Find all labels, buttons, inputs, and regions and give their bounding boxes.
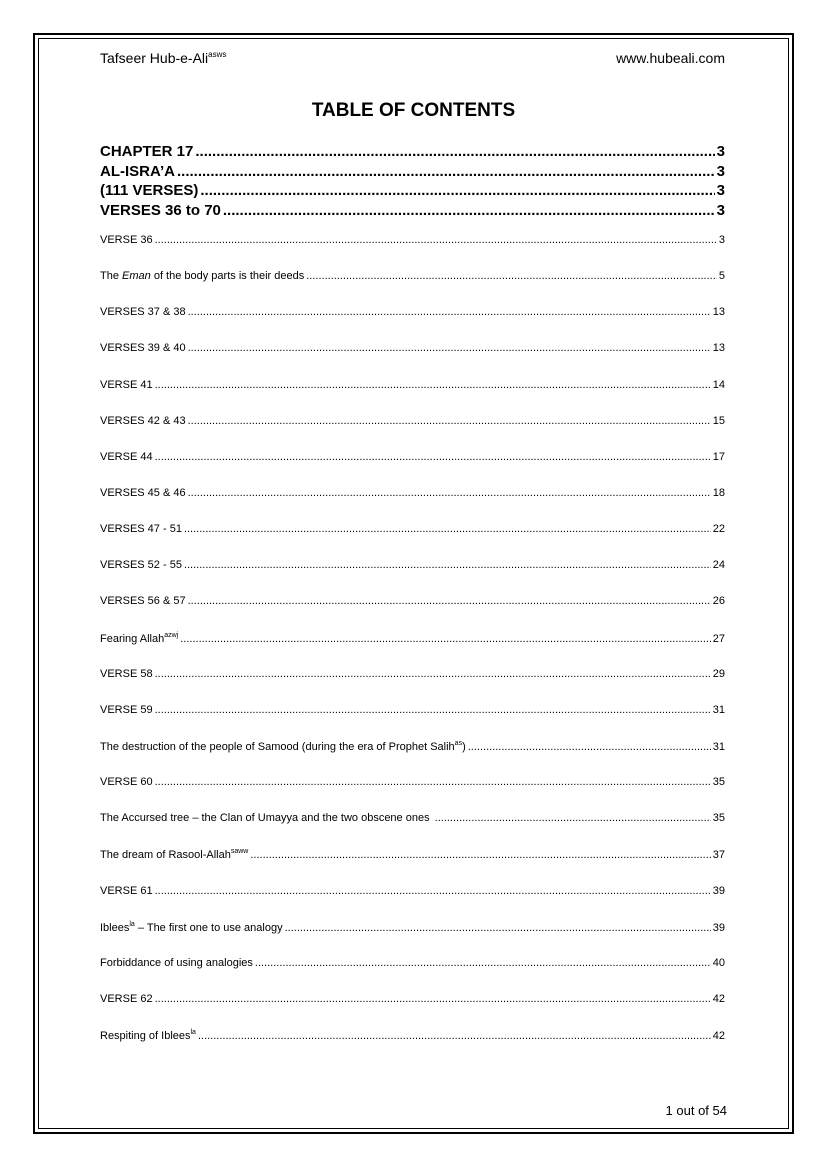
toc-entry-label <box>100 776 153 788</box>
toc-entry-label <box>100 559 182 571</box>
toc-entry-row[interactable] <box>100 704 725 740</box>
toc-entry-row[interactable] <box>100 848 725 884</box>
toc-entry-label <box>100 379 153 391</box>
toc-entry-label <box>100 487 186 499</box>
toc-entry-honorific: as <box>454 739 463 747</box>
toc-main-label: (111 VERSES) <box>100 182 199 199</box>
toc-entry-label <box>100 885 153 897</box>
page-number-footer: 1 out of 54 <box>665 1103 727 1118</box>
toc-main-page: 3 <box>716 143 725 160</box>
toc-entry-page: 42 <box>712 992 725 1005</box>
toc-entry-row[interactable] <box>100 523 725 559</box>
toc-entry-row[interactable] <box>100 342 725 378</box>
toc-main-label: AL-ISRA’A <box>100 162 175 180</box>
toc-entry-label <box>100 668 153 680</box>
toc-entry-row[interactable] <box>100 921 725 957</box>
toc-main-page: 3 <box>716 182 725 199</box>
toc-entry-text: VERSES 56 & 57 <box>100 595 186 608</box>
toc-entry-honorific: la <box>129 920 135 928</box>
toc-leader-dots <box>155 234 717 246</box>
toc-entry-row[interactable] <box>100 595 725 631</box>
toc-entry-page: 27 <box>712 632 725 645</box>
toc-leader-dots <box>198 1030 711 1042</box>
toc-entry-text: VERSE 36 <box>100 234 153 246</box>
toc-leader-dots <box>155 451 711 463</box>
toc-entry-text: VERSES 52 - 55 <box>100 559 182 572</box>
toc-entry-row[interactable] <box>100 306 725 342</box>
toc-main-row[interactable] <box>100 163 725 183</box>
toc-leader-dots <box>195 143 714 160</box>
toc-leader-dots <box>468 741 711 753</box>
toc-entry-row[interactable] <box>100 415 725 451</box>
toc-entry-page: 24 <box>712 559 725 572</box>
toc-entry-row[interactable] <box>100 885 725 921</box>
toc-entry-row[interactable] <box>100 632 725 668</box>
page-title: TABLE OF CONTENTS <box>311 100 516 121</box>
toc-entry-page: 22 <box>712 523 725 536</box>
toc-entry-page: 14 <box>712 378 725 391</box>
toc-entry-text: Fearing Allah <box>100 632 165 645</box>
header-book-title-text: Tafseer Hub-e-Ali <box>100 50 209 66</box>
toc-entry-text: Iblees <box>100 921 130 934</box>
toc-leader-dots <box>184 523 711 535</box>
toc-leader-dots <box>285 922 711 934</box>
toc-entry-text: Forbiddance of using analogies <box>100 956 253 969</box>
toc-entry-label <box>100 306 186 318</box>
toc-entry-page: 5 <box>718 270 725 283</box>
toc-leader-dots <box>306 270 717 282</box>
toc-entry-text: VERSE 58 <box>100 667 153 680</box>
toc-leader-dots <box>155 776 711 788</box>
toc-entry-text: VERSES 39 & 40 <box>100 342 186 355</box>
toc-leader-dots <box>188 487 711 499</box>
toc-entry-text: VERSE 61 <box>100 884 153 897</box>
toc-entry-text: The dream of Rasool-Allah <box>100 849 231 862</box>
toc-entry-text: The destruction of the people of Samood (during the era of Prophet Salih <box>100 740 455 753</box>
toc-leader-dots <box>435 812 711 824</box>
toc-entry-page: 35 <box>712 776 725 789</box>
toc-main-label: VERSES 36 to 70 <box>100 201 221 219</box>
toc-leader-dots <box>155 885 711 897</box>
toc-entry-label <box>100 848 248 861</box>
toc-entry-text: The Accursed tree – the Clan of Umayya and the two obscene ones <box>100 812 430 825</box>
toc-entry-text: VERSES 42 & 43 <box>100 414 186 427</box>
toc-entry-label <box>100 993 153 1005</box>
toc-entry-label <box>100 415 186 427</box>
toc-leader-dots <box>223 202 715 219</box>
toc-entry-text-cont: of the body parts is their deeds <box>150 270 305 283</box>
toc-entry-row[interactable] <box>100 487 725 523</box>
toc-entry-text: VERSE 44 <box>100 450 153 463</box>
toc-leader-dots <box>155 668 711 680</box>
toc-entry-text: VERSE 59 <box>100 703 153 716</box>
toc-entry-row[interactable] <box>100 812 725 848</box>
toc-entry-page: 40 <box>712 956 725 969</box>
toc-main-label: CHAPTER 17 <box>100 143 194 160</box>
toc-entry-label <box>100 957 253 969</box>
toc-entry-label <box>100 523 182 535</box>
toc-entry-page: 17 <box>712 450 725 463</box>
toc-entry-row[interactable] <box>100 234 725 270</box>
toc-leader-dots <box>155 379 711 391</box>
toc-leader-dots <box>188 595 711 607</box>
toc-entry-row[interactable] <box>100 957 725 993</box>
toc-entry-page: 13 <box>712 306 725 319</box>
toc-entry-text: VERSES 47 - 51 <box>100 523 182 536</box>
toc-entry-label <box>100 342 186 354</box>
toc-entry-page: 31 <box>712 740 725 753</box>
toc-leader-dots <box>188 342 711 354</box>
toc-entry-label <box>100 595 186 607</box>
toc-entry-text-tail: ) <box>462 740 466 753</box>
toc-entry-honorific: la <box>190 1029 196 1037</box>
toc-entry-row[interactable] <box>100 270 725 306</box>
toc-entry-text: VERSE 60 <box>100 776 153 789</box>
toc-leader-dots <box>180 633 711 645</box>
toc-entry-row[interactable] <box>100 668 725 704</box>
toc-entry-label <box>100 632 178 645</box>
toc-entry-row[interactable] <box>100 379 725 415</box>
toc-entry-text: Respiting of Iblees <box>100 1030 191 1043</box>
toc-entry-label <box>100 921 283 934</box>
toc-leader-dots <box>155 993 711 1005</box>
header-book-title <box>100 50 226 66</box>
toc-entry-row[interactable] <box>100 740 725 776</box>
toc-leader-dots <box>188 415 711 427</box>
toc-entry-emphasis: Eman <box>122 270 151 283</box>
toc-entry-label <box>100 812 433 824</box>
toc-entry-label <box>100 234 153 246</box>
toc-entry-page: 37 <box>712 849 725 862</box>
toc-entry-page: 18 <box>712 486 725 499</box>
header-website[interactable]: www.hubeali.com <box>616 50 725 66</box>
toc-leader-dots <box>188 306 711 318</box>
toc-entry-page: 39 <box>712 884 725 897</box>
toc-leader-dots <box>177 163 715 180</box>
toc-entry-page: 42 <box>712 1030 725 1043</box>
toc-entry-honorific: azwj <box>164 631 179 639</box>
toc-main-page: 3 <box>716 201 725 219</box>
toc-entry-text: VERSES 37 & 38 <box>100 306 186 319</box>
toc-main-entries <box>100 143 725 221</box>
toc-entry-page: 15 <box>712 414 725 427</box>
header-book-title-sup: asws <box>208 50 227 59</box>
toc-entry-page: 26 <box>712 595 725 608</box>
toc-entry-row[interactable] <box>100 776 725 812</box>
toc-leader-dots <box>250 849 710 861</box>
toc-entry-page: 35 <box>712 812 725 825</box>
toc-leader-dots <box>255 957 711 969</box>
toc-entry-text-tail <box>430 812 433 824</box>
toc-entry-text: VERSES 45 & 46 <box>100 486 186 499</box>
toc-entry-text: VERSE 62 <box>100 992 153 1005</box>
toc-main-row[interactable] <box>100 143 725 163</box>
toc-entry-label <box>100 451 153 463</box>
toc-sub-entries <box>100 234 725 1065</box>
toc-main-row[interactable] <box>100 202 725 222</box>
toc-main-page: 3 <box>716 162 725 180</box>
toc-entry-row[interactable] <box>100 1029 725 1065</box>
toc-entry-label <box>100 704 153 716</box>
toc-entry-label <box>100 270 304 282</box>
toc-entry-honorific: saww <box>230 848 249 856</box>
toc-entry-row[interactable] <box>100 993 725 1029</box>
toc-entry-page: 31 <box>712 703 725 716</box>
toc-entry-page: 29 <box>712 667 725 680</box>
toc-entry-text: The <box>100 270 123 283</box>
toc-entry-text: VERSE 41 <box>100 378 153 391</box>
toc-entry-text-tail: – The first one to use analogy <box>134 921 283 934</box>
toc-leader-dots <box>200 182 714 199</box>
toc-entry-row[interactable] <box>100 559 725 595</box>
toc-entry-page: 3 <box>718 234 725 246</box>
toc-entry-label <box>100 1029 196 1042</box>
toc-entry-page: 39 <box>712 921 725 934</box>
toc-entry-page: 13 <box>712 342 725 355</box>
toc-entry-row[interactable] <box>100 451 725 487</box>
toc-entry-label <box>100 740 466 753</box>
toc-leader-dots <box>184 559 711 571</box>
toc-main-row[interactable] <box>100 182 725 202</box>
toc-leader-dots <box>155 704 711 716</box>
